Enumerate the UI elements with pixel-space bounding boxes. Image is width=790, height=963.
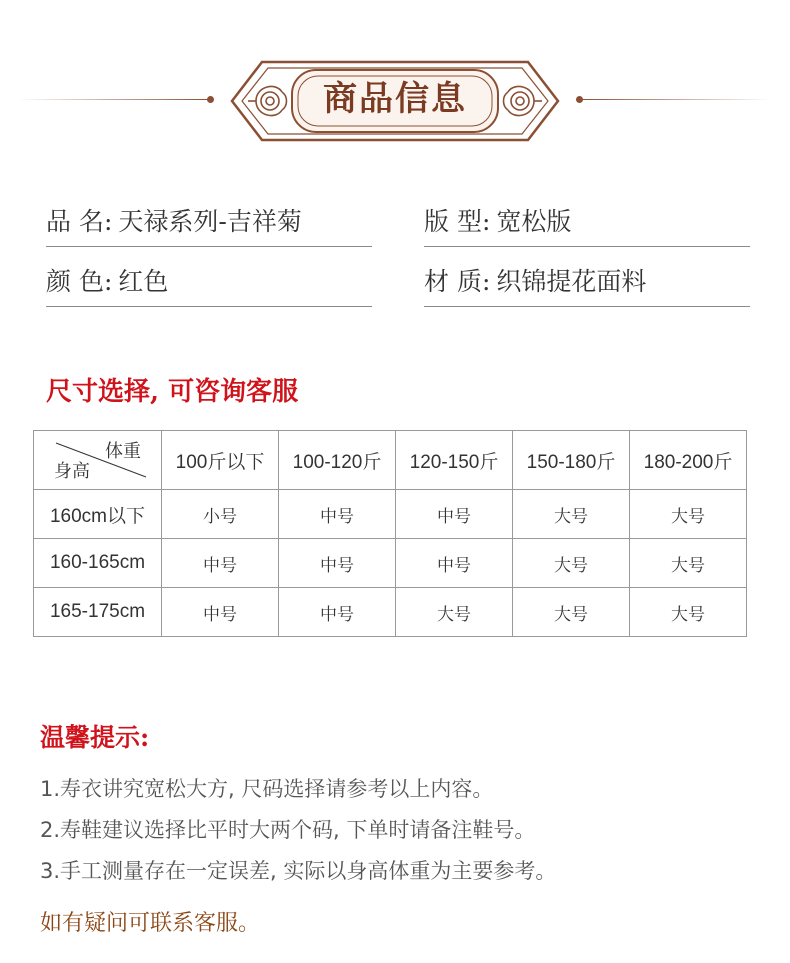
cloud-ornament-icon-left <box>248 86 287 115</box>
size-cell: 小号 <box>162 490 279 539</box>
table-corner-cell <box>34 431 162 490</box>
info-label: 品 名: <box>46 207 113 236</box>
tip-item: 3.手工测量存在一定误差, 实际以身高体重为主要参考。 <box>40 859 557 883</box>
info-label: 版 型: <box>424 207 491 236</box>
tips-heading: 温馨提示: <box>40 723 150 752</box>
tip-item: 2.寿鞋建议选择比平时大两个码, 下单时请备注鞋号。 <box>40 818 536 842</box>
row-header: 165-175cm <box>34 588 162 637</box>
size-cell: 中号 <box>279 539 396 588</box>
size-cell: 大号 <box>396 588 513 637</box>
column-header: 180-200斤 <box>630 431 747 490</box>
size-cell: 中号 <box>279 490 396 539</box>
header-dot-right <box>576 96 583 103</box>
size-cell: 中号 <box>279 588 396 637</box>
column-header: 100-120斤 <box>279 431 396 490</box>
size-cell: 大号 <box>630 490 747 539</box>
info-label: 颜 色: <box>46 267 113 296</box>
size-cell: 大号 <box>513 490 630 539</box>
tip-item: 1.寿衣讲究宽松大方, 尺码选择请参考以上内容。 <box>40 777 494 801</box>
header-line-left <box>18 99 210 100</box>
cloud-ornament-icon-right <box>504 86 543 115</box>
info-value: 宽松版 <box>496 207 572 236</box>
column-header: 100斤以下 <box>162 431 279 490</box>
info-value: 红色 <box>118 267 169 296</box>
info-material-row <box>424 258 750 307</box>
table-row <box>34 490 747 539</box>
header-dot-left <box>207 96 214 103</box>
size-heading: 尺寸选择, 可咨询客服 <box>46 377 299 407</box>
page-title: 商品信息 <box>323 79 467 119</box>
size-cell: 中号 <box>396 539 513 588</box>
column-header: 150-180斤 <box>513 431 630 490</box>
info-value: 织锦提花面料 <box>496 267 647 296</box>
size-cell: 中号 <box>162 588 279 637</box>
info-fit-row <box>424 198 750 247</box>
size-cell: 大号 <box>630 588 747 637</box>
size-cell: 大号 <box>630 539 747 588</box>
row-header: 160-165cm <box>34 539 162 588</box>
size-cell: 大号 <box>513 588 630 637</box>
size-cell: 中号 <box>162 539 279 588</box>
info-name-row <box>46 198 372 247</box>
info-label: 材 质: <box>424 267 491 296</box>
header-line-right <box>580 99 772 100</box>
table-row <box>34 539 747 588</box>
corner-height-label: 身高 <box>54 461 90 481</box>
info-color-row <box>46 258 372 307</box>
column-header: 120-150斤 <box>396 431 513 490</box>
corner-weight-label: 体重 <box>105 441 141 461</box>
info-value: 天禄系列-吉祥菊 <box>118 207 302 236</box>
size-cell: 大号 <box>513 539 630 588</box>
table-row <box>34 588 747 637</box>
size-table <box>33 430 747 637</box>
contact-note: 如有疑问可联系客服。 <box>40 911 261 936</box>
table-header-row <box>34 431 747 490</box>
row-header: 160cm以下 <box>34 490 162 539</box>
size-cell: 中号 <box>396 490 513 539</box>
